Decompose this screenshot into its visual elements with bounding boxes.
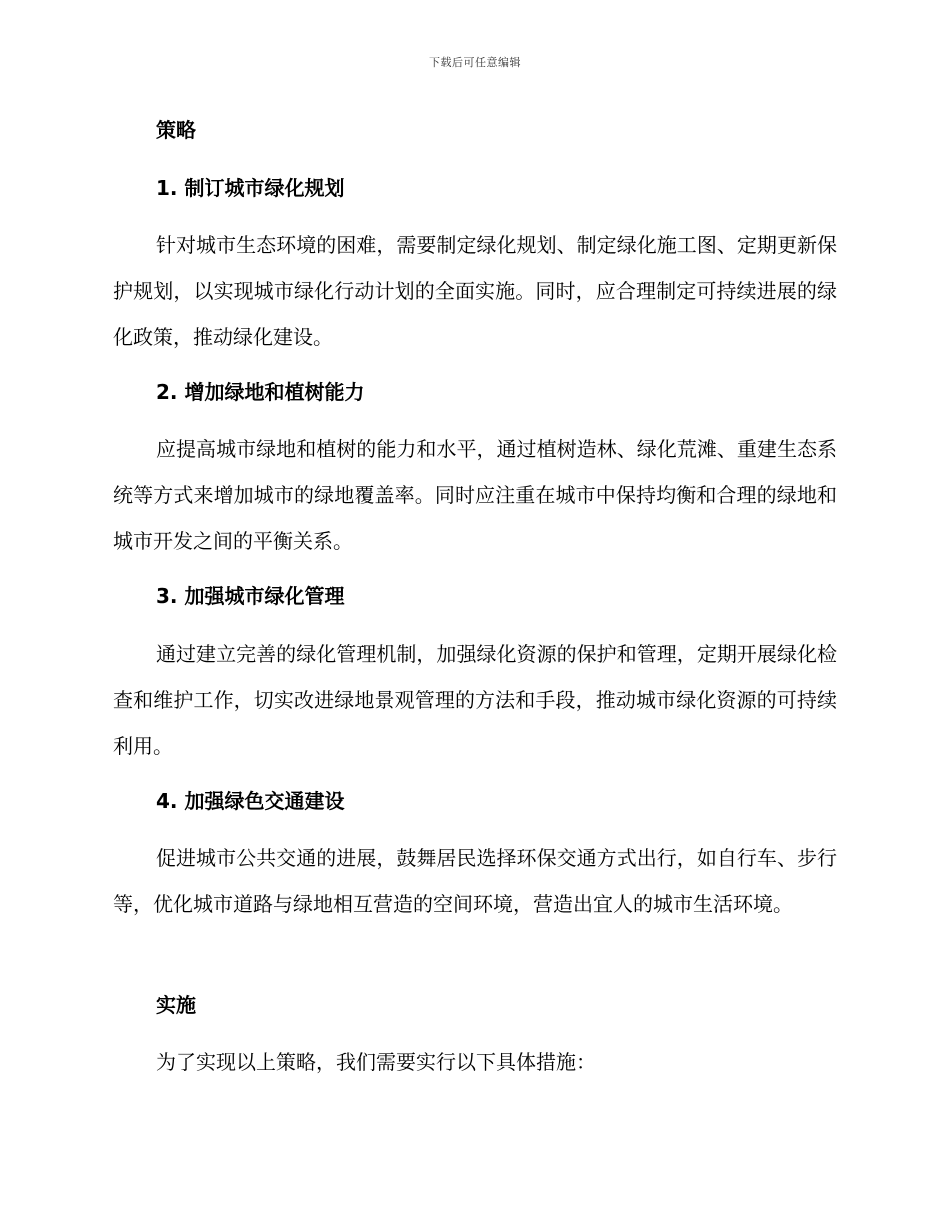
item2-title: 2. 增加绿地和植树能力 bbox=[156, 380, 365, 404]
item3-paragraph: 通过建立完善的绿化管理机制，加强绿化资源的保护和管理，定期开展绿化检查和维护工作，切实改进绿地景观管理的方法和手段，推动城市绿化资源的可持续利用。 bbox=[113, 642, 837, 758]
section-heading-strategy: 策略 bbox=[156, 118, 196, 142]
item3-title: 3. 加强城市绿化管理 bbox=[156, 584, 345, 608]
page-header: 下载后可任意编辑 bbox=[429, 56, 521, 69]
implementation-paragraph: 为了实现以上策略，我们需要实行以下具体措施： bbox=[156, 1050, 596, 1074]
item1-paragraph: 针对城市生态环境的困难，需要制定绿化规划、制定绿化施工图、定期更新保护规划，以实现城市绿化行动计划的全面实施。同时，应合理制定可持续进展的绿化政策，推动绿化建设。 bbox=[113, 233, 837, 349]
section-heading-implementation: 实施 bbox=[156, 993, 196, 1017]
item4-title: 4. 加强绿色交通建设 bbox=[156, 789, 345, 813]
item4-paragraph: 促进城市公共交通的进展，鼓舞居民选择环保交通方式出行，如自行车、步行等，优化城市道路与绿地相互营造的空间环境，营造出宜人的城市生活环境。 bbox=[113, 846, 837, 916]
item1-title: 1. 制订城市绿化规划 bbox=[156, 176, 345, 200]
item2-paragraph: 应提高城市绿地和植树的能力和水平，通过植树造林、绿化荒滩、重建生态系统等方式来增加城市的绿地覆盖率。同时应注重在城市中保持均衡和合理的绿地和城市开发之间的平衡关系。 bbox=[113, 437, 837, 553]
